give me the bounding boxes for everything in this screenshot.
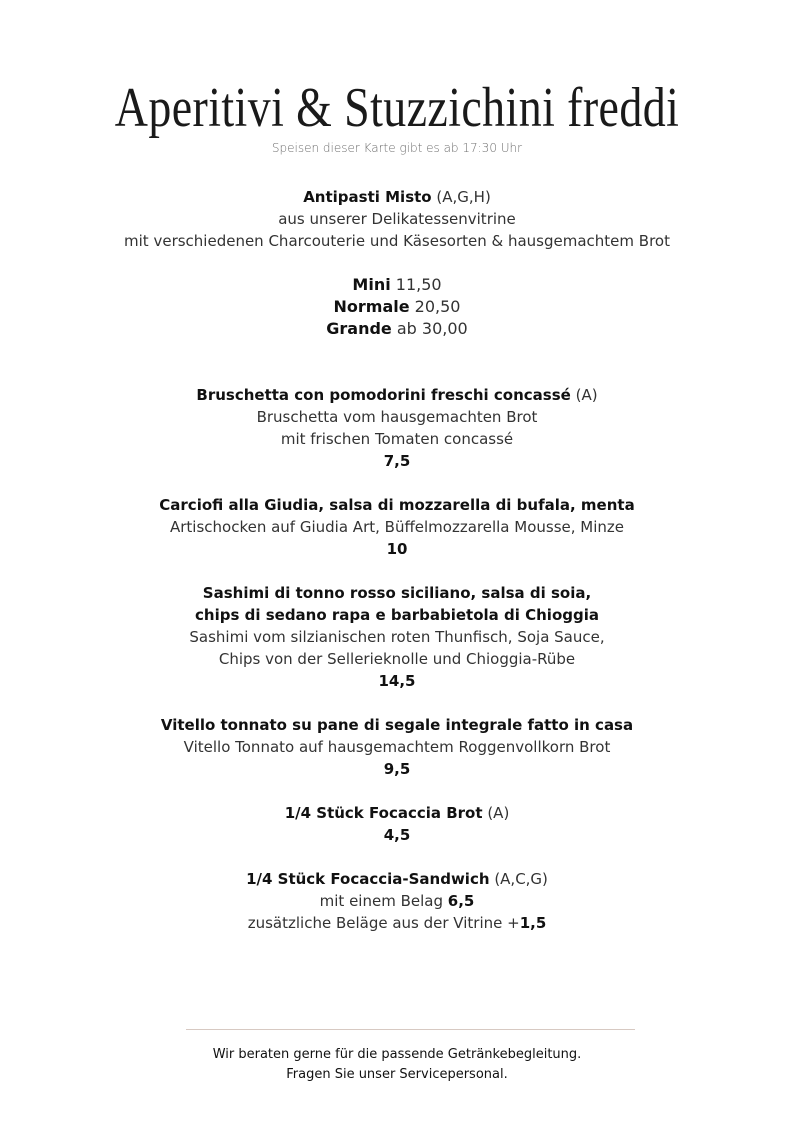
item-price: 9,5 [383,760,411,778]
size-option-grande [0,318,794,340]
size-price: ab 30,00 [396,319,468,338]
size-price: 20,50 [414,297,461,316]
item-description: Bruschetta vom hausgemachten Brot [256,408,538,426]
menu-item-sashimi [0,582,794,692]
option-text: zusätzliche Beläge aus der Vitrine + [247,914,520,932]
size-label: Normale [333,297,410,316]
item-title: Carciofi alla Giudia, salsa di mozzarella di bufala, menta [159,496,635,514]
item-title: 1/4 Stück Focaccia-Sandwich [246,870,490,888]
footer-line: Fragen Sie unser Servicepersonal. [286,1067,508,1082]
item-title: Vitello tonnato su pane di segale integrale fatto in casa [160,716,634,734]
item-description: aus unserer Delikatessenvitrine [278,210,516,228]
item-title: Bruschetta con pomodorini freschi concassé [196,386,571,404]
option-price: 6,5 [447,892,475,910]
item-price: 4,5 [383,826,411,844]
menu-list [0,186,794,934]
size-label: Mini [352,275,391,294]
menu-item-carciofi [0,494,794,560]
item-price: 10 [386,540,408,558]
page-title: Aperitivi & Stuzzichini freddi [114,77,680,139]
item-allergens: (A) [487,804,510,822]
option-price: 1,5 [519,914,547,932]
item-allergens: (A,G,H) [436,188,491,206]
page-subtitle: Speisen dieser Karte gibt es ab 17:30 Uhr [271,141,523,155]
menu-item-focaccia-sandwich [0,868,794,934]
item-title: Antipasti Misto [303,188,432,206]
item-description: Artischocken auf Giudia Art, Büffelmozzarella Mousse, Minze [169,518,625,536]
item-title: Sashimi di tonno rosso siciliano, salsa di soia, [202,584,592,602]
size-label: Grande [326,319,392,338]
footer-divider [186,1029,635,1030]
size-option-normale [0,296,794,318]
menu-item-vitello-tonnato [0,714,794,780]
item-allergens: (A) [575,386,598,404]
item-price: 14,5 [378,672,416,690]
footer-line: Wir beraten gerne für die passende Getränkebegleitung. [212,1047,582,1062]
item-description: Vitello Tonnato auf hausgemachtem Roggenvollkorn Brot [183,738,611,756]
item-title: 1/4 Stück Focaccia Brot [284,804,483,822]
menu-item-antipasti [0,186,794,340]
size-option-mini [0,274,794,296]
item-description: mit verschiedenen Charcouterie und Käsesorten & hausgemachtem Brot [124,232,670,250]
item-allergens: (A,C,G) [494,870,548,888]
item-description: Sashimi vom silzianischen roten Thunfisch, Soja Sauce, [189,628,605,646]
item-description: mit frischen Tomaten concassé [280,430,514,448]
item-title-continued: chips di sedano rapa e barbabietola di Chioggia [195,606,599,624]
menu-item-focaccia-brot [0,802,794,846]
item-price: 7,5 [383,452,411,470]
item-description: Chips von der Sellerieknolle und Chioggia-Rübe [218,650,576,668]
size-price: 11,50 [395,275,442,294]
option-text: mit einem Belag [319,892,443,910]
menu-item-bruschetta [0,384,794,472]
footer-note [0,1045,794,1085]
